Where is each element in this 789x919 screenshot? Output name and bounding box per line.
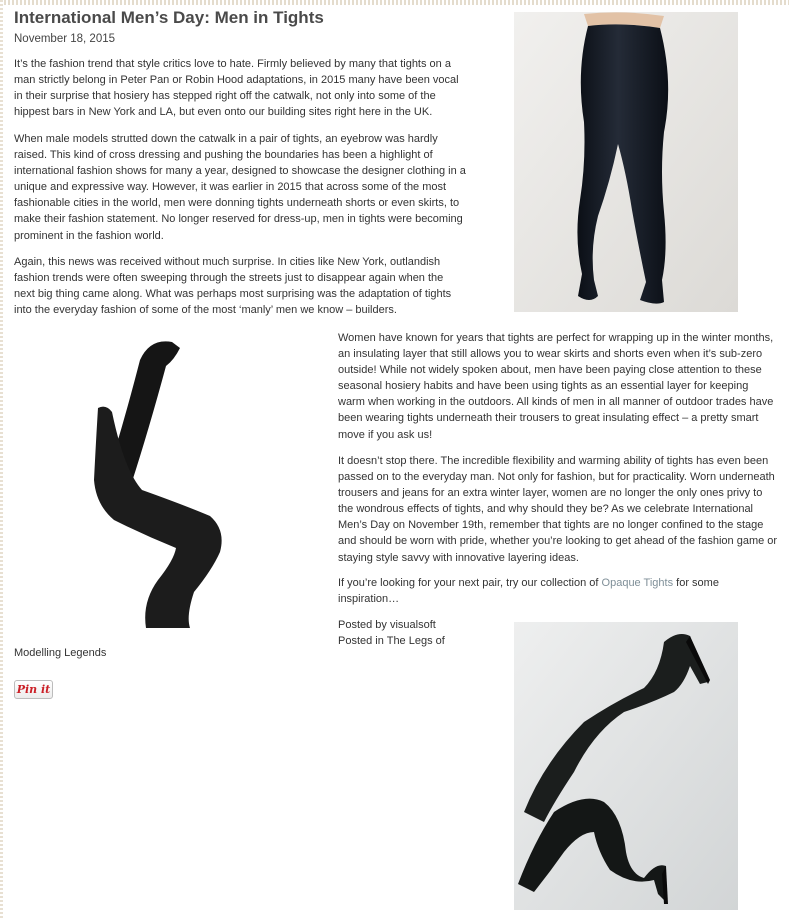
paragraph-winter: Women have known for years that tights are perfect for wrapping up in the winter months, an insulating layer that still allows you to wear skirts and shorts even when it’s sub-zero outside! While not widely spoken about, men have been paying close attention to these seasonal hosiery habits and have been using tights as an essential layer for keeping warm when working in the outdoors. All kinds of men in all manner of outdoor trades have been wearing tights underneath their trousers to great insulating effect – a pretty smart move if you ask us! <box>338 332 774 441</box>
category-link[interactable]: Modelling Legends <box>14 647 107 659</box>
pin-it-button[interactable]: Pin it <box>14 680 53 699</box>
reclining-legs-heels-photo <box>514 622 738 910</box>
opaque-tights-link[interactable]: Opaque Tights <box>601 577 674 589</box>
paragraph-intro: It’s the fashion trend that style critics love to hate. Firmly believed by many that tights on a man strictly belong in Peter Pan or Robin Hood adaptations, in 2015 many have been vocal in their surprise that hosiery has stepped right off the catwalk, not only into some of the hippest bars in New York and LA, but even onto our building sites right here in the UK. <box>14 58 459 119</box>
standing-legs-tights-photo <box>514 12 738 312</box>
paragraph-everyday: It doesn’t stop there. The incredible flexibility and warming ability of tights has even been passed on to the everyday man. Not only for fashion, but for practicality. Worn underneath trousers and jeans for an extra winter layer, women are no longer the only ones privy to the wondrous effects of tights, and why should they be? As we celebrate International Men’s Day on November 19th, remember that tights are no longer confined to the stage and should be worn with pride, whether you’re looking to get ahead of the fashion game or staying style savvy with innovative layering ideas. <box>338 455 778 564</box>
raised-legs-tights-photo <box>14 330 324 630</box>
page-top-border <box>0 0 789 5</box>
closing-text-before: If you’re looking for your next pair, try our collection of <box>338 577 602 589</box>
paragraph-catwalk: When male models strutted down the catwalk in a pair of tights, an eyebrow was hardly raised. This kind of cross dressing and pushing the boundaries has been a highlight of international fashion shows for many a year, designed to showcase the designer clothing in a unique and expressive way. However, it was earlier in 2015 that across some of the most fashionable cities in the world, men were donning tights underneath shorts or even skirts, to make their fashion statement. No longer reserved for dress-up, men in tights were becoming prominent in the fashion world. <box>14 133 466 242</box>
post-date: November 18, 2015 <box>14 33 116 45</box>
page-left-border <box>0 0 3 919</box>
paragraph-builders: Again, this news was received without much surprise. In cities like New York, outlandish fashion trends were often sweeping through the streets just to disappear again when the next big thing came along. What was perhaps most surprising was the adaptation of tights into the everyday fashion of some of the most ‘manly’ men we know – builders. <box>14 256 452 317</box>
closing-text-after: for some inspiration… <box>338 577 719 606</box>
paragraph-closing <box>338 575 778 607</box>
posted-in: Posted in The Legs of <box>338 635 445 647</box>
post-title: International Men’s Day: Men in Tights <box>14 8 324 27</box>
posted-by: Posted by visualsoft <box>338 619 436 631</box>
